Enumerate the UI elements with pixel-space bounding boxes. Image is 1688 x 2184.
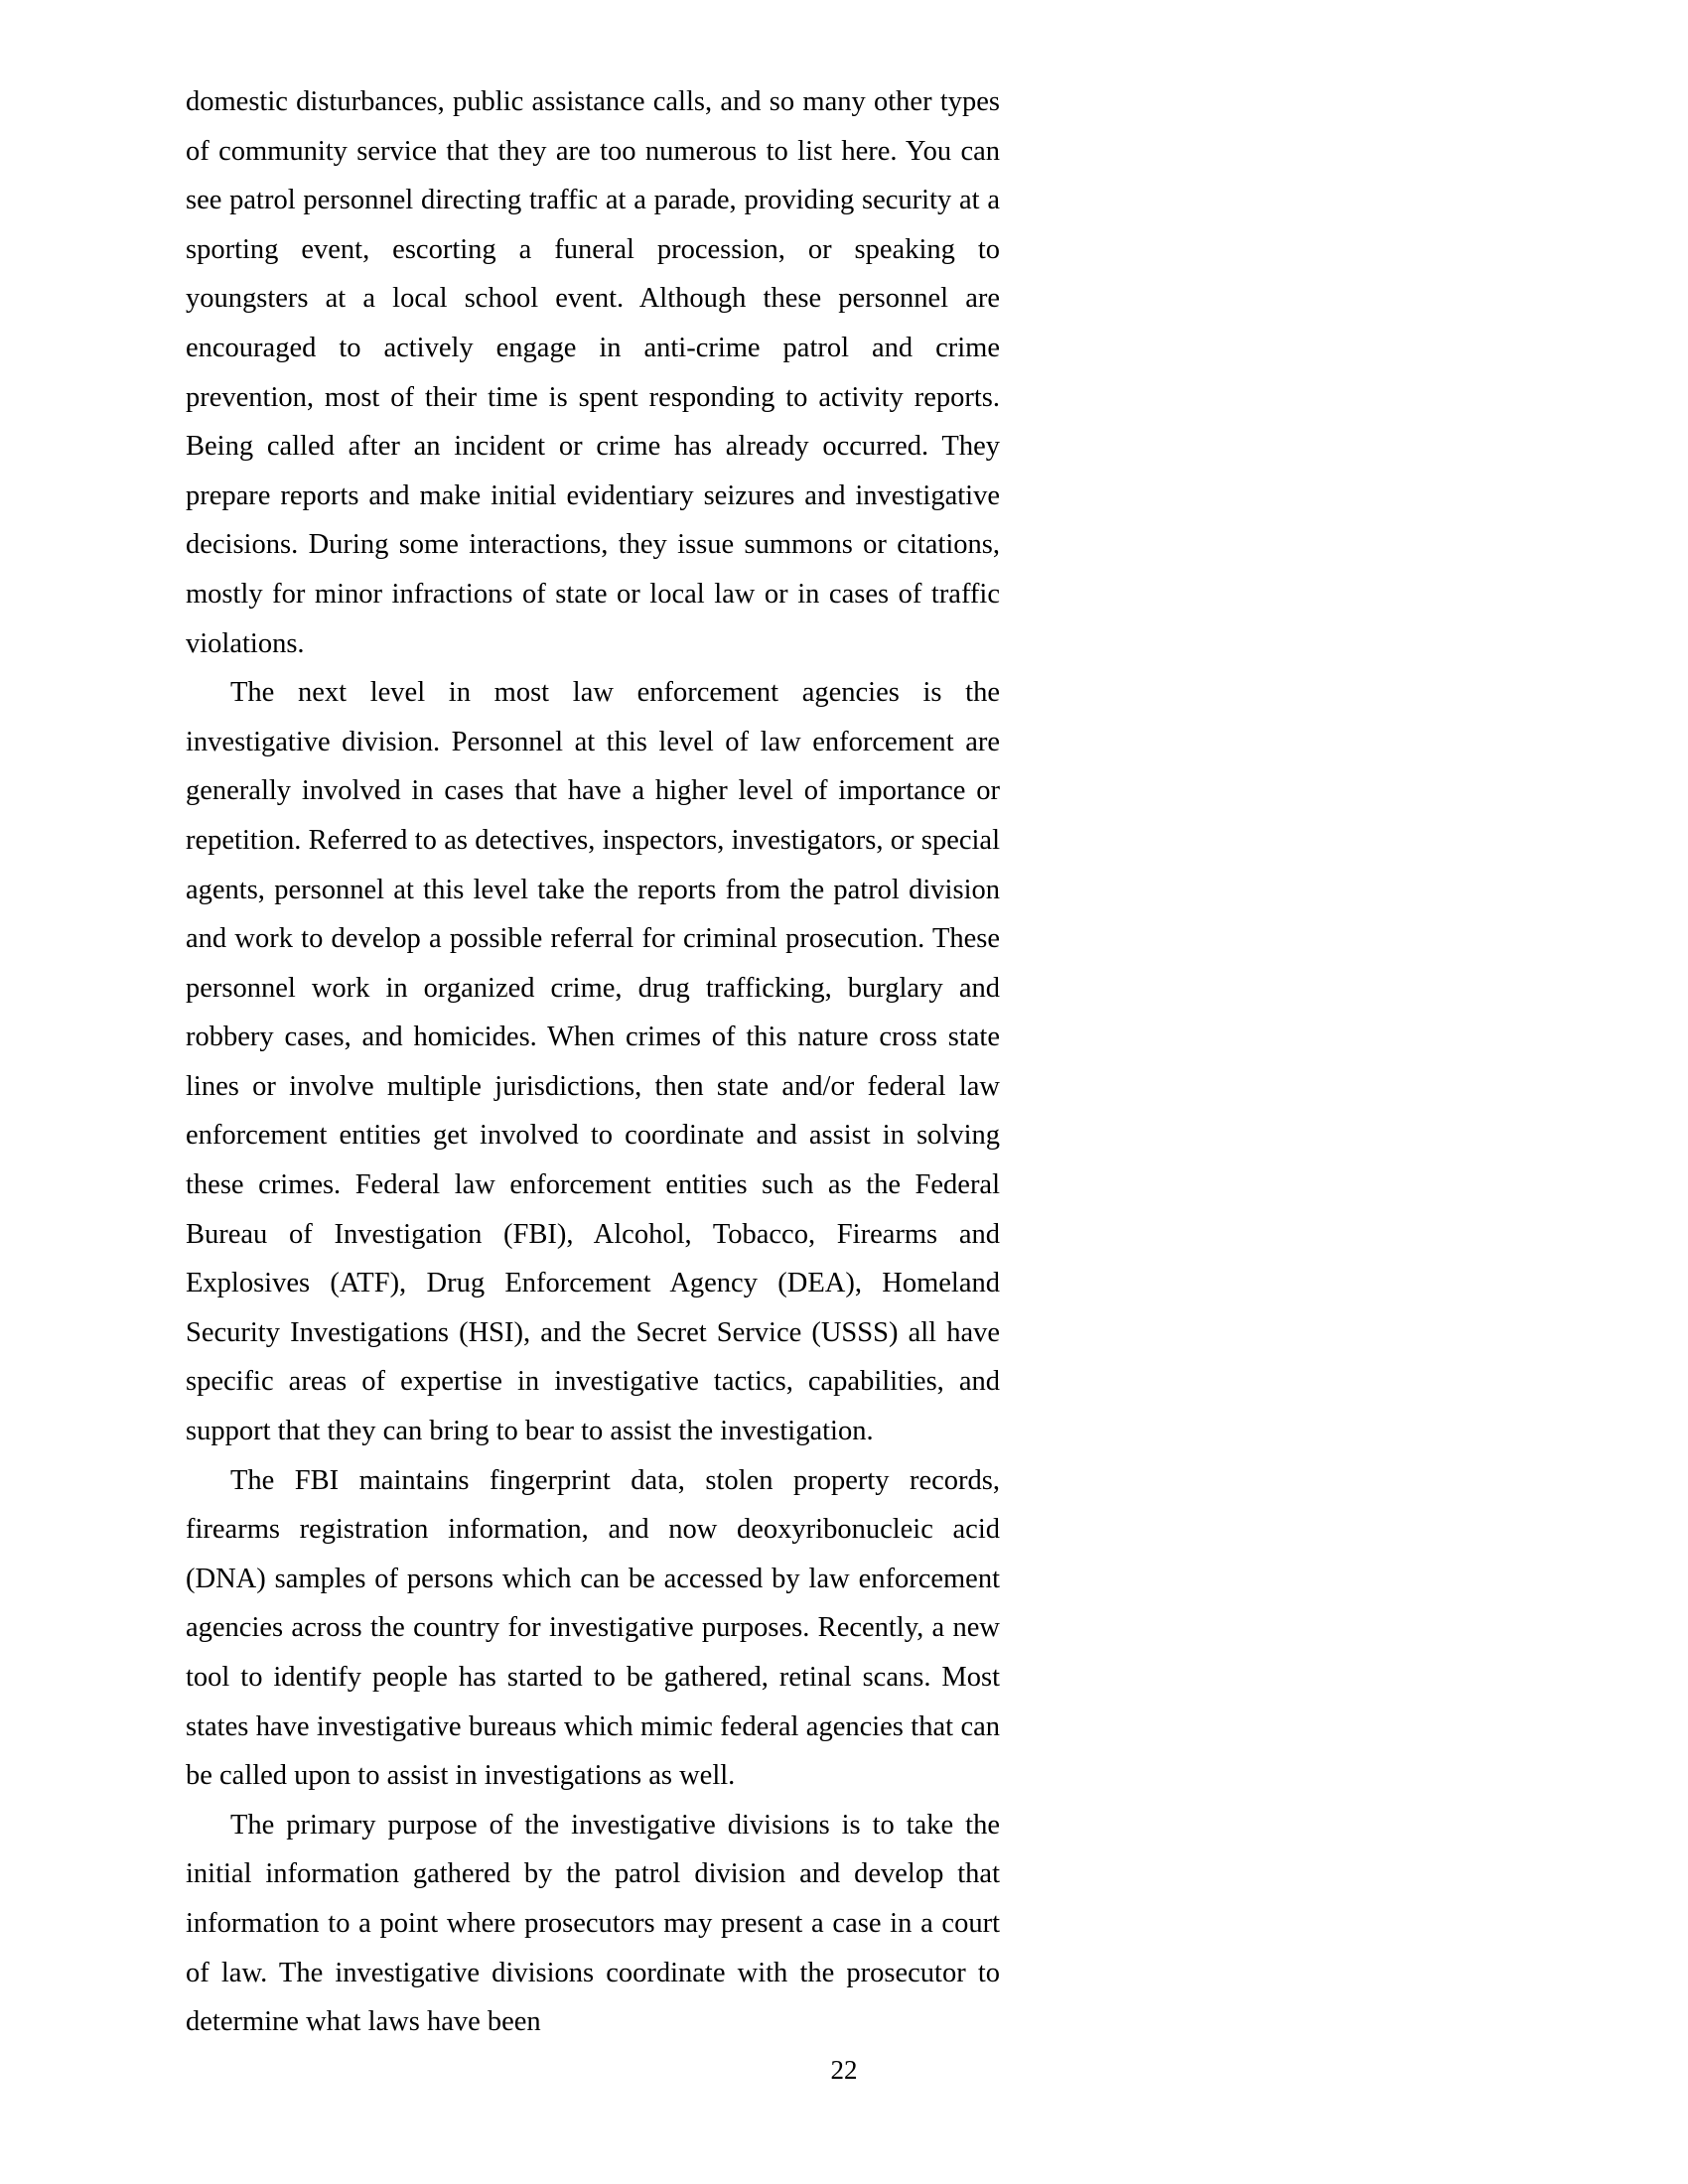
paragraph-patrol-duties: domestic disturbances, public assistance calls, and so many other types of community service that they are too numerous to list here. You can see patrol personnel directing traffic at a parade, providing security at a sporting event, escorting a funeral procession, or speaking to youngsters at a local school event. Although these personnel are encouraged to actively engage in anti-crime patrol and crime prevention, most of their time is spent responding to activity reports. Being called after an incident or crime has already occurred. They prepare reports and make initial evidentiary seizures and investigative decisions. During some interactions, they issue summons or citations, mostly for minor infractions of state or local law or in cases of traffic violations.	[186, 86, 1000, 659]
page-number: 22	[830, 2055, 858, 2085]
paragraph-fbi-records: The FBI maintains fingerprint data, stolen property records, firearms registration information, and now deoxyribonucleic acid (DNA) samples of persons which can be accessed by law enforcement agencies across the country for investigative purposes. Recently, a new tool to identify people has started to be gathered, retinal scans. Most states have investigative bureaus which mimic federal agencies that can be called upon to assist in investigations as well.	[186, 1464, 1000, 1792]
page-body-text	[186, 77, 1000, 2047]
paragraph-investigative-division: The next level in most law enforcement agencies is the investigative division. Personnel at this level of law enforcement are generally involved in cases that have a higher level of importance or repetition. Referred to as detectives, inspectors, investigators, or special agents, personnel at this level take the reports from the patrol division and work to develop a possible referral for criminal prosecution. These personnel work in organized crime, drug trafficking, burglary and robbery cases, and homicides. When crimes of this nature cross state lines or involve multiple jurisdictions, then state and/or federal law enforcement entities get involved to coordinate and assist in solving these crimes. Federal law enforcement entities such as the Federal Bureau of Investigation (FBI), Alcohol, Tobacco, Firearms and Explosives (ATF), Drug Enforcement Agency (DEA), Homeland Security Investigations (HSI), and the Secret Service (USSS) all have specific areas of expertise in investigative tactics, capabilities, and support that they can bring to bear to assist the investigation.	[186, 677, 1000, 1447]
paragraph-primary-purpose: The primary purpose of the investigative divisions is to take the initial information gathered by the patrol division and develop that information to a point where prosecutors may present a case in a court of law. The investigative divisions coordinate with the prosecutor to determine what laws have been	[186, 1809, 1000, 2038]
